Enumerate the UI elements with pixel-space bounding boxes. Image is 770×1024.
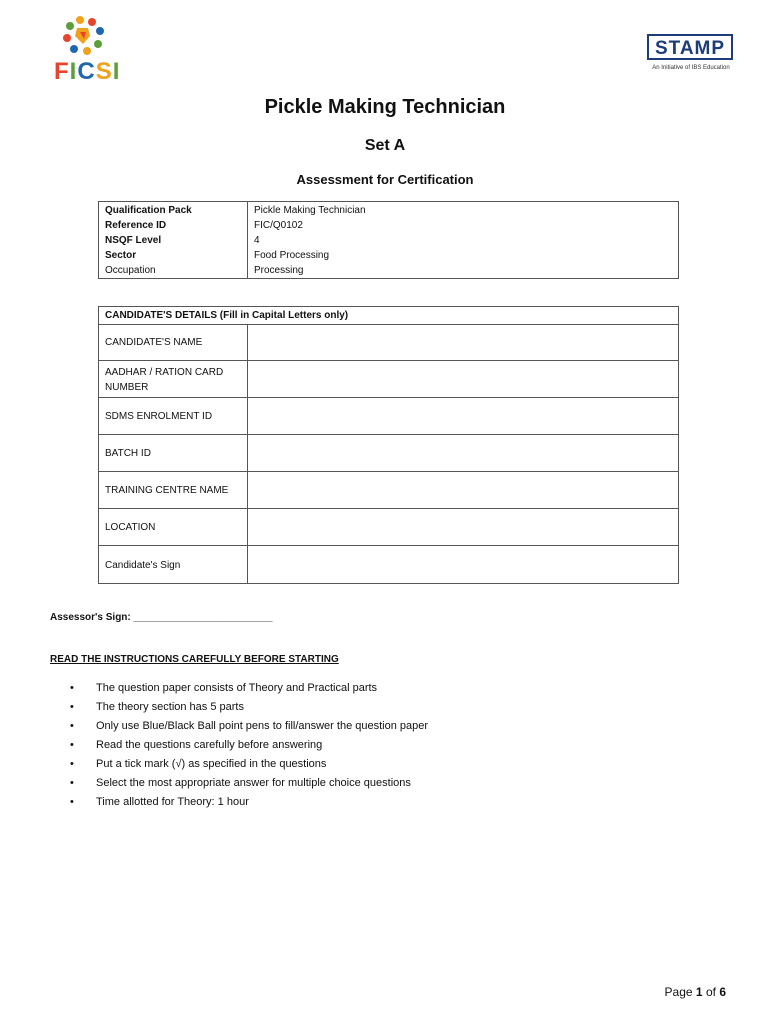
ficsi-emblem-icon bbox=[50, 14, 122, 58]
row-key: Occupation bbox=[105, 265, 156, 276]
page-footer bbox=[600, 985, 726, 999]
bullet-icon: • bbox=[70, 720, 74, 732]
row-key: Qualification Pack bbox=[105, 205, 192, 216]
table-row bbox=[99, 218, 678, 233]
row-value: Food Processing bbox=[254, 250, 330, 261]
table-row bbox=[99, 248, 678, 263]
set-label: Set A bbox=[364, 137, 406, 154]
stamp-tagline: An Initiative of IBS Education bbox=[652, 65, 730, 71]
candidate-details-table bbox=[98, 306, 679, 584]
bullet-icon: • bbox=[70, 701, 74, 713]
page-title: Pickle Making Technician bbox=[264, 96, 506, 118]
row-label: TRAINING CENTRE NAME bbox=[105, 485, 229, 496]
table-row bbox=[99, 233, 678, 248]
bullet-icon: • bbox=[70, 758, 74, 770]
bullet-icon: • bbox=[70, 739, 74, 751]
row-value: 4 bbox=[254, 235, 260, 246]
page-of: of bbox=[705, 985, 716, 999]
row-key: Sector bbox=[105, 250, 137, 261]
stamp-wordmark: STAMP bbox=[647, 34, 733, 60]
row-label: Candidate's Sign bbox=[105, 560, 181, 571]
row-key: NSQF Level bbox=[105, 235, 162, 246]
row-label: CANDIDATE'S NAME bbox=[105, 337, 203, 348]
assessment-subtitle: Assessment for Certification bbox=[296, 172, 474, 187]
row-value: Processing bbox=[254, 265, 304, 276]
row-label: BATCH ID bbox=[105, 448, 151, 459]
row-key: Reference ID bbox=[105, 220, 167, 231]
table-row bbox=[99, 263, 678, 278]
ficsi-wordmark: FICSI bbox=[54, 58, 121, 85]
bullet-icon: • bbox=[70, 777, 74, 789]
page-total: 6 bbox=[719, 985, 726, 999]
bullet-icon: • bbox=[70, 682, 74, 694]
assessor-sign: Assessor's Sign: _________________________ bbox=[50, 612, 273, 623]
row-label: SDMS ENROLMENT ID bbox=[105, 411, 213, 422]
aadhar-row bbox=[99, 361, 678, 398]
instructions-heading: READ THE INSTRUCTIONS CAREFULLY BEFORE STARTING bbox=[50, 654, 339, 665]
stamp-logo bbox=[645, 34, 737, 74]
candidate-sign-row bbox=[99, 546, 678, 583]
page-label: Page bbox=[664, 985, 693, 999]
candidate-name-row bbox=[99, 324, 678, 361]
batch-id-row bbox=[99, 435, 678, 472]
sdms-enrolment-row bbox=[99, 398, 678, 435]
bullet-icon: • bbox=[70, 796, 74, 808]
qualification-table bbox=[98, 201, 679, 279]
row-label: AADHAR / RATION CARD NUMBER bbox=[105, 367, 224, 393]
candidate-details-heading: CANDIDATE'S DETAILS (Fill in Capital Letters only) bbox=[99, 307, 678, 325]
location-row bbox=[99, 509, 678, 546]
ficsi-logo bbox=[50, 14, 122, 84]
table-row bbox=[99, 203, 678, 218]
row-value: Pickle Making Technician bbox=[254, 205, 366, 216]
row-value: FIC/Q0102 bbox=[254, 220, 303, 231]
row-label: LOCATION bbox=[105, 522, 156, 533]
page-number: 1 bbox=[695, 985, 703, 999]
training-centre-row bbox=[99, 472, 678, 509]
